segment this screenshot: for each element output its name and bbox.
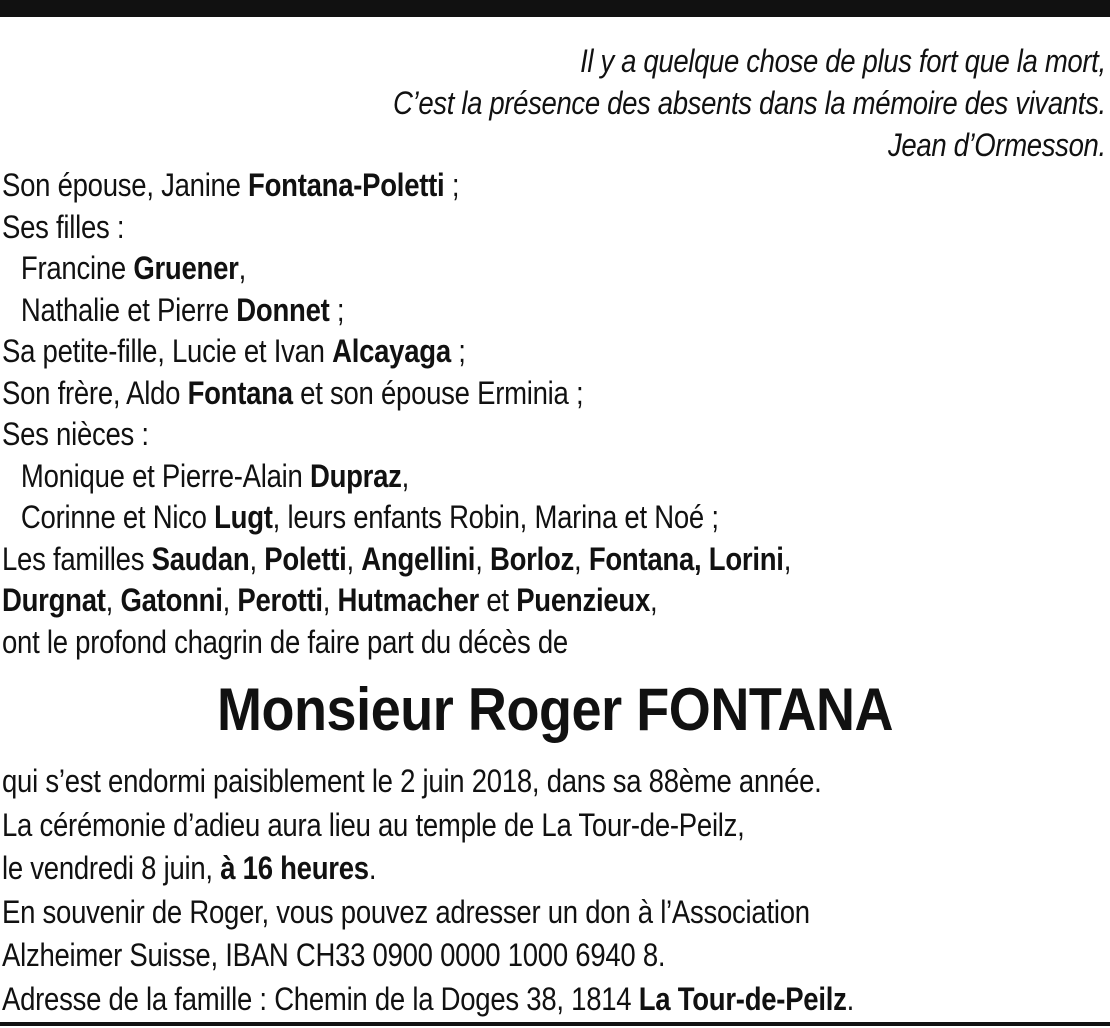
surname: Borloz <box>489 540 575 577</box>
family-line-niece-1: Monique et Pierre-Alain Dupraz, <box>20 457 410 494</box>
details-line-address: Adresse de la famille : Chemin de la Doges 38, 1814 La Tour-de-Peilz. <box>2 980 855 1017</box>
deceased-name: Monsieur Roger FONTANA <box>216 676 894 743</box>
family-line-nieces-heading: Ses nièces : <box>2 416 149 452</box>
quote-line-2: C’est la présence des absents dans la mémoire des vivants. <box>393 85 1106 121</box>
surname: Hutmacher <box>337 582 479 618</box>
epigraph-quote <box>393 40 1106 166</box>
surname: Donnet <box>236 291 330 328</box>
family-line-brother: Son frère, Aldo Fontana et son épouse Erminia ; <box>2 374 584 411</box>
family-line-spouse: Son épouse, Janine Fontana-Poletti ; <box>2 167 460 203</box>
ceremony-time: à 16 heures <box>220 850 369 886</box>
details-line-iban: Alzheimer Suisse, IBAN CH33 0900 0000 1000 6940 8. <box>2 937 666 973</box>
details-line-donation: En souvenir de Roger, vous pouvez adresser un don à l’Association <box>2 893 810 930</box>
funeral-details <box>2 760 1086 1021</box>
family-line-families-1: Les familles Saudan, Poletti, Angellini, Borloz, Fontana, Lorini, <box>2 540 792 577</box>
surname: Alcayaga <box>332 333 451 369</box>
top-border-rule <box>0 0 1110 17</box>
address-town: La Tour-de-Peilz <box>638 980 847 1017</box>
announcement-line: ont le profond chagrin de faire part du décès de <box>2 623 568 660</box>
surname: Durgnat <box>2 582 106 618</box>
family-list <box>2 165 1086 663</box>
family-line-granddaughter: Sa petite-fille, Lucie et Ivan Alcayaga ; <box>2 333 466 369</box>
details-line-death: qui s’est endormi paisiblement le 2 juin 2018, dans sa 88ème année. <box>2 763 822 799</box>
surname: Fontana <box>187 374 293 411</box>
surname: Poletti <box>264 540 347 577</box>
surname: Gatonni <box>120 582 223 618</box>
surname: Fontana, Lorini <box>588 540 784 577</box>
surname: Fontana-Poletti <box>248 167 445 203</box>
surname: Saudan <box>151 540 250 577</box>
surname: Angellini <box>361 540 476 577</box>
surname: Lugt <box>214 499 273 535</box>
surname: Puenzieux <box>516 582 650 618</box>
family-line-daughter-1: Francine Gruener, <box>20 250 246 286</box>
quote-author: Jean d’Ormesson. <box>888 127 1106 163</box>
surname: Perotti <box>237 582 323 618</box>
details-line-date-time: le vendredi 8 juin, à 16 heures. <box>2 850 377 886</box>
surname: Dupraz <box>309 457 402 494</box>
bottom-border-rule <box>0 1022 1110 1026</box>
family-line-daughter-2: Nathalie et Pierre Donnet ; <box>20 291 345 328</box>
family-line-niece-2: Corinne et Nico Lugt, leurs enfants Robin, Marina et Noé ; <box>20 499 719 535</box>
surname: Gruener <box>133 250 239 286</box>
quote-line-1: Il y a quelque chose de plus fort que la mort, <box>580 43 1106 79</box>
details-line-ceremony: La cérémonie d’adieu aura lieu au temple de La Tour-de-Peilz, <box>2 806 745 843</box>
family-line-families-2: Durgnat, Gatonni, Perotti, Hutmacher et Puenzieux, <box>2 582 658 618</box>
family-line-daughters-heading: Ses filles : <box>2 208 125 245</box>
